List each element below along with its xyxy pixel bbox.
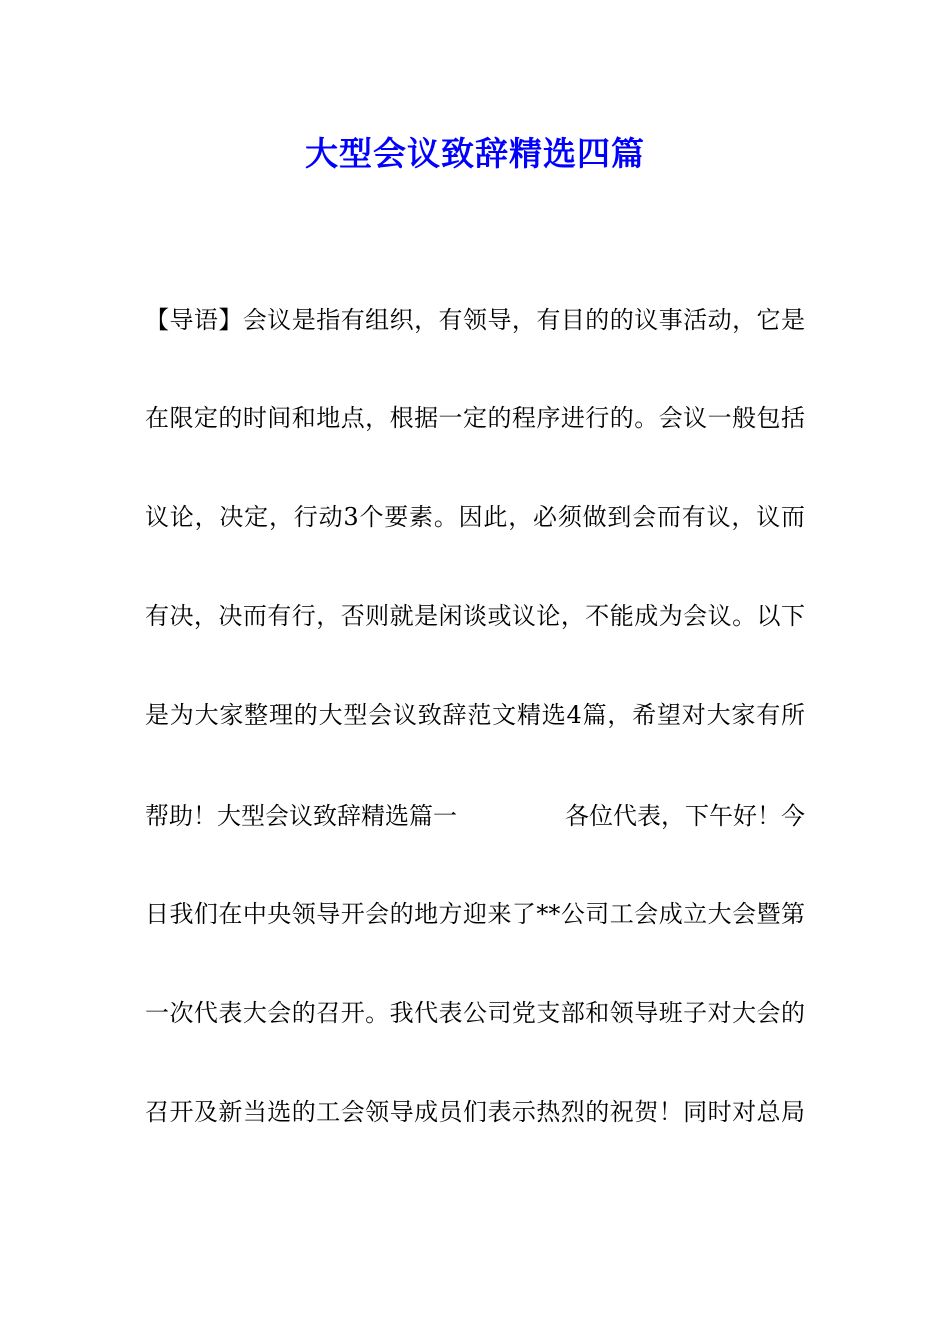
body-line-2: 在限定的时间和地点，根据一定的程序进行的。会议一般包括 — [145, 404, 805, 432]
greeting-text: 各位代表，下午好！今 — [565, 802, 805, 830]
body-line-3: 议论，决定，行动3个要素。因此，必须做到会而有议，议而 — [145, 503, 805, 531]
body-line-7: 日我们在中央领导开会的地方迎来了**公司工会成立大会暨第 — [145, 900, 805, 928]
body-line-4: 有决，决而有行，否则就是闲谈或议论，不能成为会议。以下 — [145, 602, 805, 630]
document-title: 大型会议致辞精选四篇 — [305, 134, 645, 173]
body-line-1: 【导语】会议是指有组织，有领导，有目的的议事活动，它是 — [145, 306, 805, 334]
body-line-6 — [145, 796, 805, 836]
body-line-9: 召开及新当选的工会领导成员们表示热烈的祝贺！同时对总局 — [145, 1098, 805, 1126]
body-line-5: 是为大家整理的大型会议致辞范文精选4篇，希望对大家有所 — [145, 701, 805, 729]
body-line-8: 一次代表大会的召开。我代表公司党支部和领导班子对大会的 — [145, 999, 805, 1027]
section-heading-inline: 帮助！大型会议致辞精选篇一 — [145, 802, 457, 830]
